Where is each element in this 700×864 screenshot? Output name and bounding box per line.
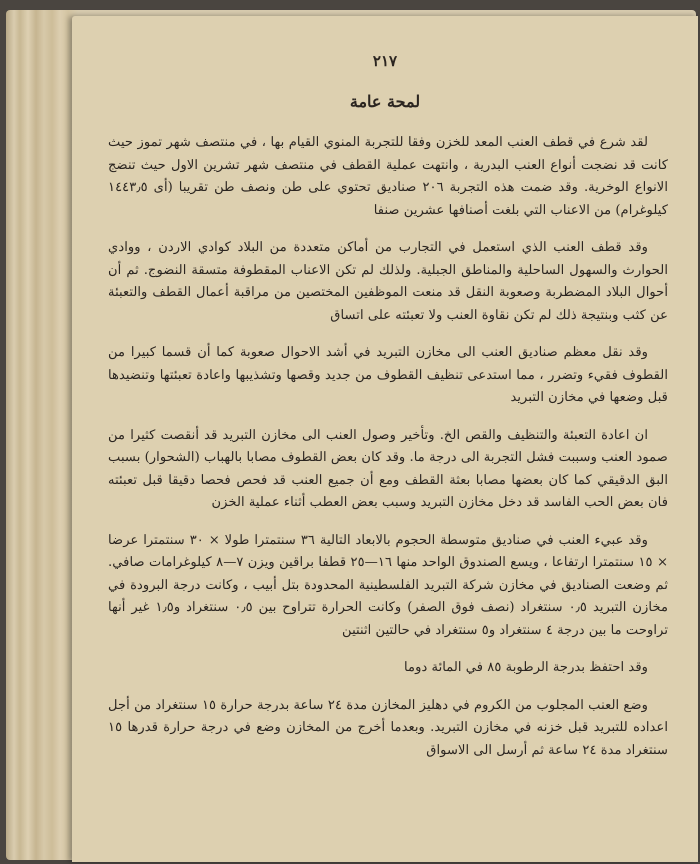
paragraph-4: ان اعادة التعبئة والتنظيف والقص الخ. وتأخير وصول العنب الى مخازن التبريد قد أنقصت كثيرا من صمود العنب وسببت فشل التجربة الى درجة ما. وقد كان بعض القطوف مصابا بالهباب (الشحوار) بسبب البق الدقيقي كما كان بعضها مصابا بعثة القطف ومع أن جميع العنب قد فحص فحصا دقيقا قبل تعبئته فان بعض الحب الفاسد قد دخل مخازن التبريد وسبب بعض العطب أثناء عملية الخزن	[108, 427, 668, 510]
paragraph-6: وقد احتفظ بدرجة الرطوبة ٨٥ في المائة دوما	[404, 660, 648, 675]
paragraph-3: وقد نقل معظم صناديق العنب الى مخازن التبريد في أشد الاحوال صعوبة كما أن قسما كبيرا من القطوف فقيء وتضرر ، مما استدعى تنظيف القطوف من جديد وقصها وتشذيبها واعادة تعبئتها وتنضيدها قبل وضعها في مخازن التبريد	[108, 345, 668, 405]
paragraph-2: وقد قطف العنب الذي استعمل في التجارب من أماكن متعددة من البلاد كوادي الاردن ، ووادي الحوارث والسهول الساحلية والمناطق الجبلية. ولذلك لم تكن الاعناب المقطوفة متسقة النضوج. ثم أن أحوال البلاد المضطربة وصعوبة النقل قد منعت الموظفين المختصين من مراقبة أعمال القطف والتعبئة عن كثب وبنتيجة ذلك لم تكن نقاوة العنب ولا تعبئته على اتساق	[108, 240, 668, 323]
paragraph-7: وضع العنب المجلوب من الكروم في دهليز المخازن مدة ٢٤ ساعة بدرجة حرارة ١٥ سنتغراد من أجل اعداده للتبريد قبل خزنه في مخازن التبريد. وبعدما أخرج من المخازن وضع في درجة حرارة قدرها ١٥ سنتغراد مدة ٢٤ ساعة ثم أرسل الى الاسواق	[108, 697, 668, 758]
section-title: لمحة عامة	[349, 92, 421, 111]
page-number: ٢١٧	[372, 52, 398, 70]
paragraph-1: لقد شرع في قطف العنب المعد للخزن وفقا للتجربة المنوي القيام بها ، في منتصف شهر تموز حيث كانت قد نضجت أنواع العنب البدرية ، وانتهت عملية القطف في منتصف شهر تشرين الاول حيث تنضج الانواع الوخرية. وقد ضمت هذه التجربة ٢٠٦ صناديق تحتوي على طن ونصف طن تقريبا (أى ١٤٤٣٫٥ كيلوغرام) من الاعناب التي بلغت أصنافها عشرين صنفا	[108, 135, 668, 218]
page-body	[108, 132, 668, 762]
book-page	[72, 16, 698, 862]
paragraph-5: وقد عبيء العنب في صناديق متوسطة الحجوم بالابعاد التالية ٣٦ سنتمترا طولا × ٣٠ سنتمترا عرضا × ١٥ سنتمترا ارتفاعا ، ويسع الصندوق الواحد منها ١٦—٢٥ قطفا براقين ويزن ٧—٨ كيلوغرامات صافي. ثم وضعت الصناديق في مخازن شركة التبريد الفلسطينية المحدودة بتل أبيب ، وكانت درجة البرودة في مخازن التبريد ٠٫٥ سنتغراد (نصف فوق الصفر) وكانت الحرارة تتراوح بين ٠٫٥ سنتغراد و١٫٥ غير أنها تراوحت ما بين درجة ٤ سنتغراد و٥ سنتغراد في حالتين اثنتين	[108, 532, 669, 638]
